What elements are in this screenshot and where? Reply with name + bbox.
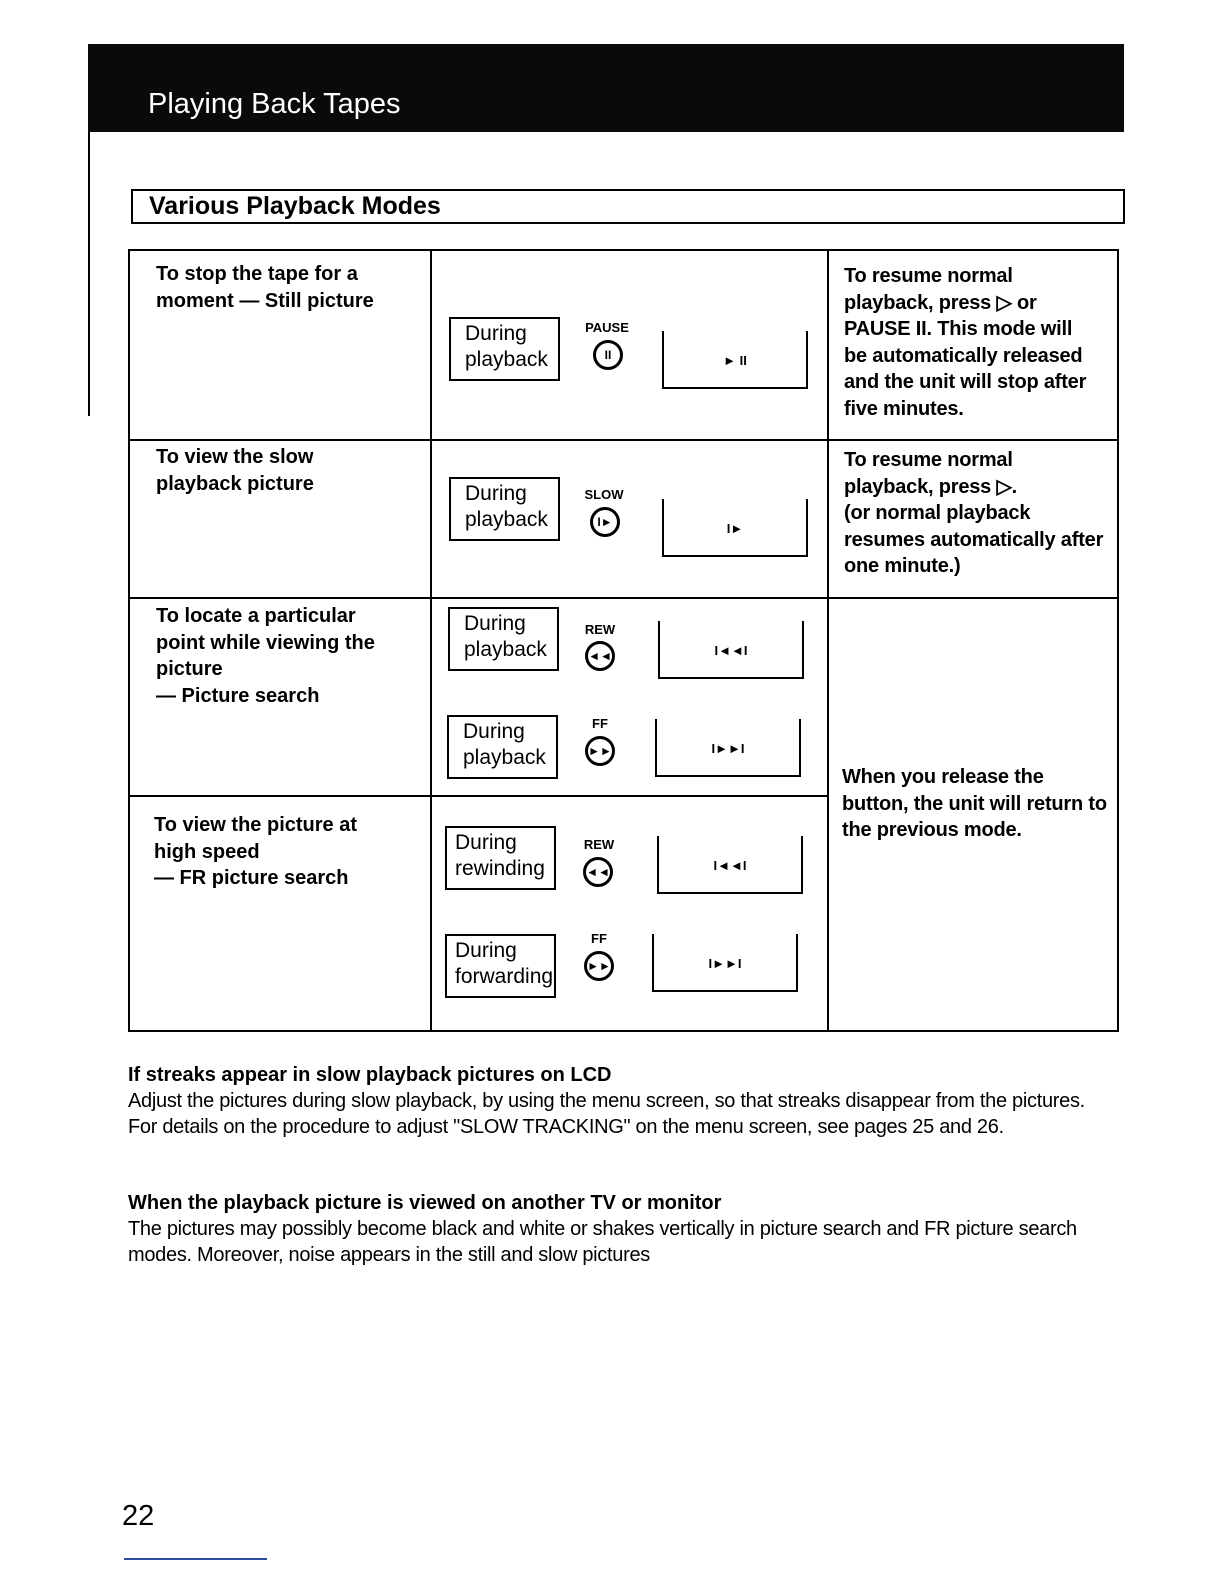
footer-rule [124, 1558, 267, 1560]
footnote-title: If streaks appear in slow playback pictures on LCD [128, 1064, 612, 1086]
section-title-box [131, 189, 1125, 224]
footnote-tv-monitor [128, 1190, 1118, 1268]
button-label: SLOW [584, 487, 624, 502]
status-box: During playback [447, 715, 558, 779]
playback-modes-table [128, 249, 1119, 1032]
display-indicator: I►►I [655, 719, 801, 777]
footnote-body: The pictures may possibly become black and white or shakes vertically in picture search and FR picture search modes. Moreover, noise appears in the still and slow pictures [128, 1218, 1077, 1266]
button-label: PAUSE [585, 320, 629, 335]
footnote-body: Adjust the pictures during slow playback, by using the menu screen, so that streaks disappear from the pictures. For details on the procedure to adjust "SLOW TRACKING" on the menu screen, see pages 25 and 26. [128, 1090, 1085, 1138]
fast-forward-icon: ►► [584, 951, 614, 981]
fast-forward-icon: ►► [585, 736, 615, 766]
column-divider [827, 251, 829, 1030]
left-margin-rule [88, 132, 90, 416]
button-label: FF [592, 716, 608, 731]
page-number: 22 [122, 1500, 155, 1532]
rewind-icon: ◄◄ [583, 857, 613, 887]
column-divider [430, 251, 432, 1030]
footnote-streaks [128, 1062, 1118, 1140]
row-label-fr-search: To view the picture at high speed — FR picture search [154, 814, 357, 889]
pause-icon: II [593, 340, 623, 370]
display-indicator: I►►I [652, 934, 798, 992]
button-label: REW [584, 622, 616, 637]
button-label: FF [591, 931, 607, 946]
rewind-icon: ◄◄ [585, 641, 615, 671]
button-label: REW [583, 837, 615, 852]
page-title: Playing Back Tapes [148, 88, 401, 120]
row-divider [130, 439, 1117, 441]
status-box: During playback [449, 317, 560, 381]
display-indicator: I◄◄I [657, 836, 803, 894]
section-title: Various Playback Modes [149, 192, 441, 220]
slow-icon: I► [590, 507, 620, 537]
status-box: During rewinding [445, 826, 556, 890]
status-box: During playback [448, 607, 559, 671]
row-label-slow: To view the slow playback picture [156, 446, 314, 495]
row-label-still: To stop the tape for a moment — Still picture [156, 263, 374, 312]
note-still: To resume normal playback, press ▷ or PAUSE II. This mode will be automatically released and the unit will stop after five minutes. [844, 265, 1087, 420]
status-box: During forwarding [445, 934, 556, 998]
note-release: When you release the button, the unit will return to the previous mode. [842, 766, 1107, 841]
row-divider [130, 795, 827, 797]
header-bar [88, 44, 1124, 132]
display-indicator: I► [662, 499, 808, 557]
footnote-title: When the playback picture is viewed on another TV or monitor [128, 1192, 722, 1214]
note-slow: To resume normal playback, press ▷. (or normal playback resumes automatically after one minute.) [844, 449, 1104, 577]
row-divider [130, 597, 1117, 599]
status-box: During playback [449, 477, 560, 541]
row-label-picture-search: To locate a particular point while viewing the picture — Picture search [156, 605, 375, 707]
display-indicator: ► II [662, 331, 808, 389]
display-indicator: I◄◄I [658, 621, 804, 679]
